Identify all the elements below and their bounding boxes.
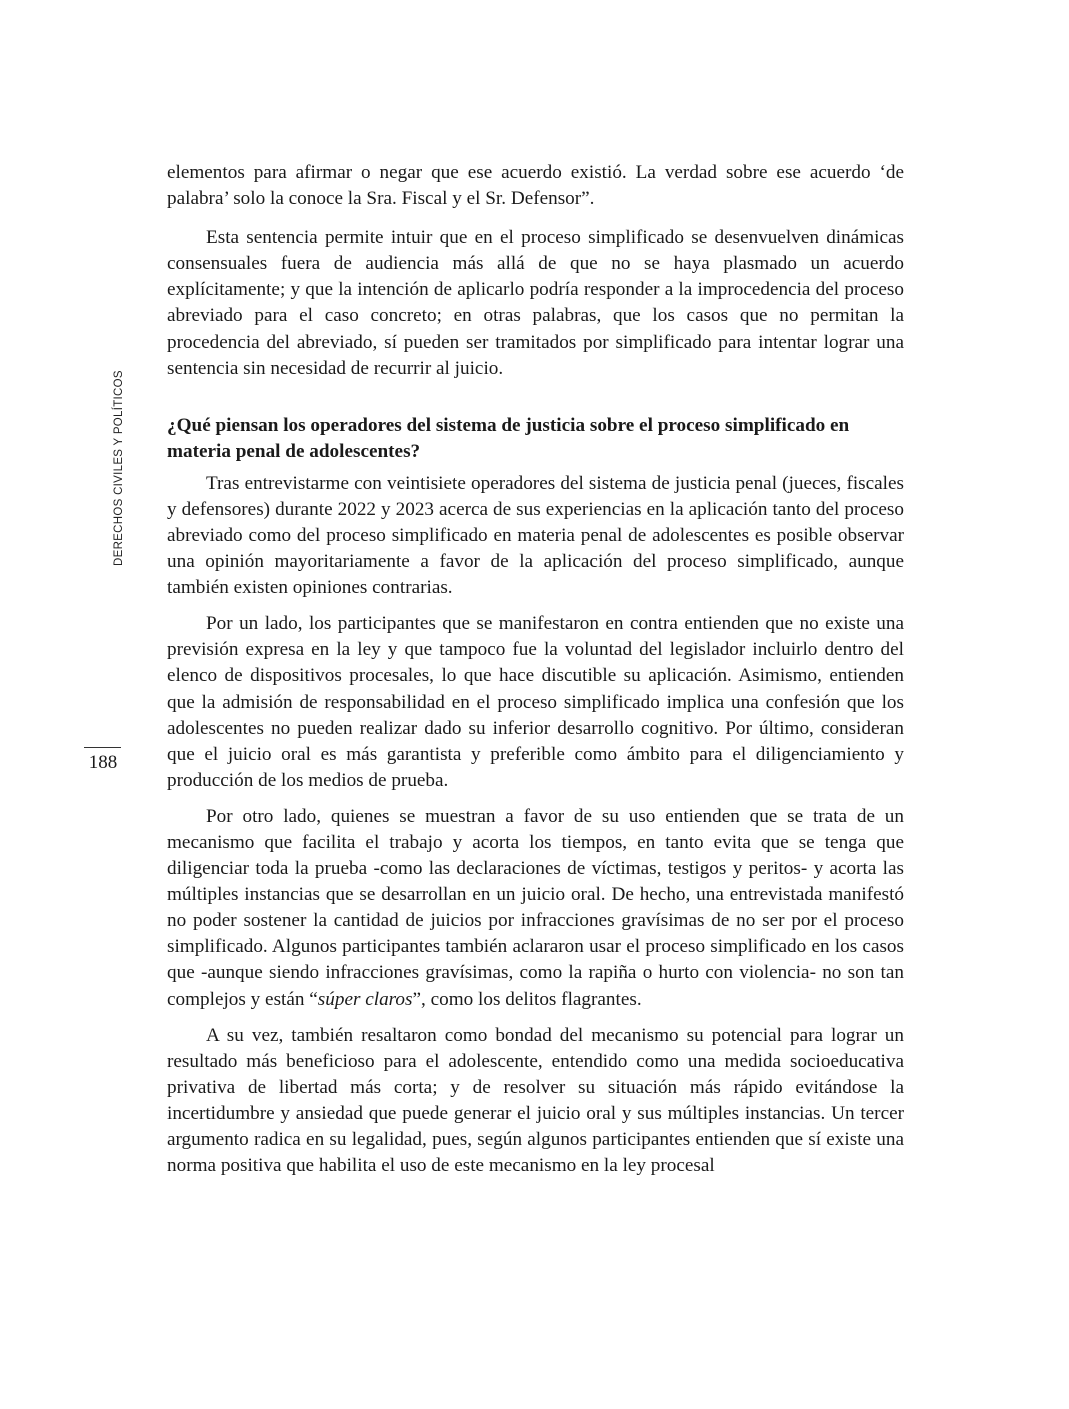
- paragraph-opinions-for: [167, 804, 904, 1013]
- page-number-rule: [84, 747, 121, 748]
- paragraph-opinions-for-text: Por otro lado, quienes se muestran a favor de su uso entienden que se trata de un mecanismo que facilita el trabajo y acorta los tiempos, en tanto evita que se tenga que diligenciar toda la prueba -como las declaraciones de víctimas, testigos y peritos- y acorta las múltiples instancias que se desarrollan en un juicio oral. De hecho, una entrevistada manifestó no poder sostener la cantidad de juicios por infracciones gravísimas de no ser por el proceso simplificado. Algunos participantes también aclararon usar el proceso simplificado en los casos que -aunque siendo infracciones gravísimas, como la rapiña o hurto con violencia- no son tan complejos y están “: [167, 805, 904, 1010]
- section-heading: ¿Qué piensan los operadores del sistema de justicia sobre el proceso simplificado en materia penal de adolescentes?: [167, 414, 850, 462]
- paragraph-interviews: Tras entrevistarme con veintisiete operadores del sistema de justicia penal (jueces, fiscales y defensores) durante 2022 y 2023 acerca de sus experiencias en la aplicación tanto del proceso abreviado como del proceso simplificado en materia penal de adolescentes es posible observar una opinión mayoritariamente a favor de la aplicación del proceso simplificado, aunque también existen opiniones contrarias.: [167, 472, 904, 599]
- paragraph-continuation: elementos para afirmar o negar que ese acuerdo existió. La verdad sobre ese acuerdo ‘de palabra’ solo la conoce la Sra. Fiscal y el Sr. Defensor”.: [167, 162, 904, 210]
- running-head: DERECHOS CIVILES Y POLÍTICOS: [113, 370, 125, 566]
- body-text: [167, 160, 904, 1189]
- paragraph-opinions-for-tail: ”, como los delitos flagrantes.: [412, 988, 642, 1010]
- quoted-emphasis: súper claros: [317, 988, 413, 1010]
- paragraph-sentence-analysis: Esta sentencia permite intuir que en el proceso simplificado se desenvuelven dinámicas consensuales fuera de audiencia más allá de que no se haya plasmado un acuerdo explícitamente; y que la intención de aplicarlo podría responder a la improcedencia del proceso abreviado para el caso concreto; en otras palabras, que los casos que no permitan la procedencia del abreviado, sí pueden ser tramitados por simplificado para intentar lograr una sentencia sin necesidad de recurrir al juicio.: [167, 227, 904, 379]
- paragraph-opinions-against: Por un lado, los participantes que se manifestaron en contra entienden que no existe una previsión expresa en la ley y que tampoco fue la voluntad del legislador incluirlo dentro del elenco de dispositivos procesales, lo que hace discutible su aplicación. Asimismo, entienden que la admisión de responsabilidad en el proceso simplificado implica una confesión que los adolescentes no pueden realizar dado su inferior desarrollo cognitivo. Por último, consideran que el juicio oral es más garantista y preferible como ámbito para el diligenciamiento y producción de los medios de prueba.: [167, 613, 904, 791]
- page-number: 188: [88, 752, 118, 773]
- paragraph-benefits: A su vez, también resaltaron como bondad del mecanismo su potencial para lograr un resultado más beneficioso para el adolescente, entendido como una medida socioeducativa privativa de libertad más corta; y de resolver su situación más rápido evitándose la incertidumbre y ansiedad que puede generar el juicio oral y sus múltiples instancias. Un tercer argumento radica en su legalidad, pues, según algunos participantes entienden que sí existe una norma positiva que habilita el uso de este mecanismo en la ley procesal: [167, 1024, 904, 1177]
